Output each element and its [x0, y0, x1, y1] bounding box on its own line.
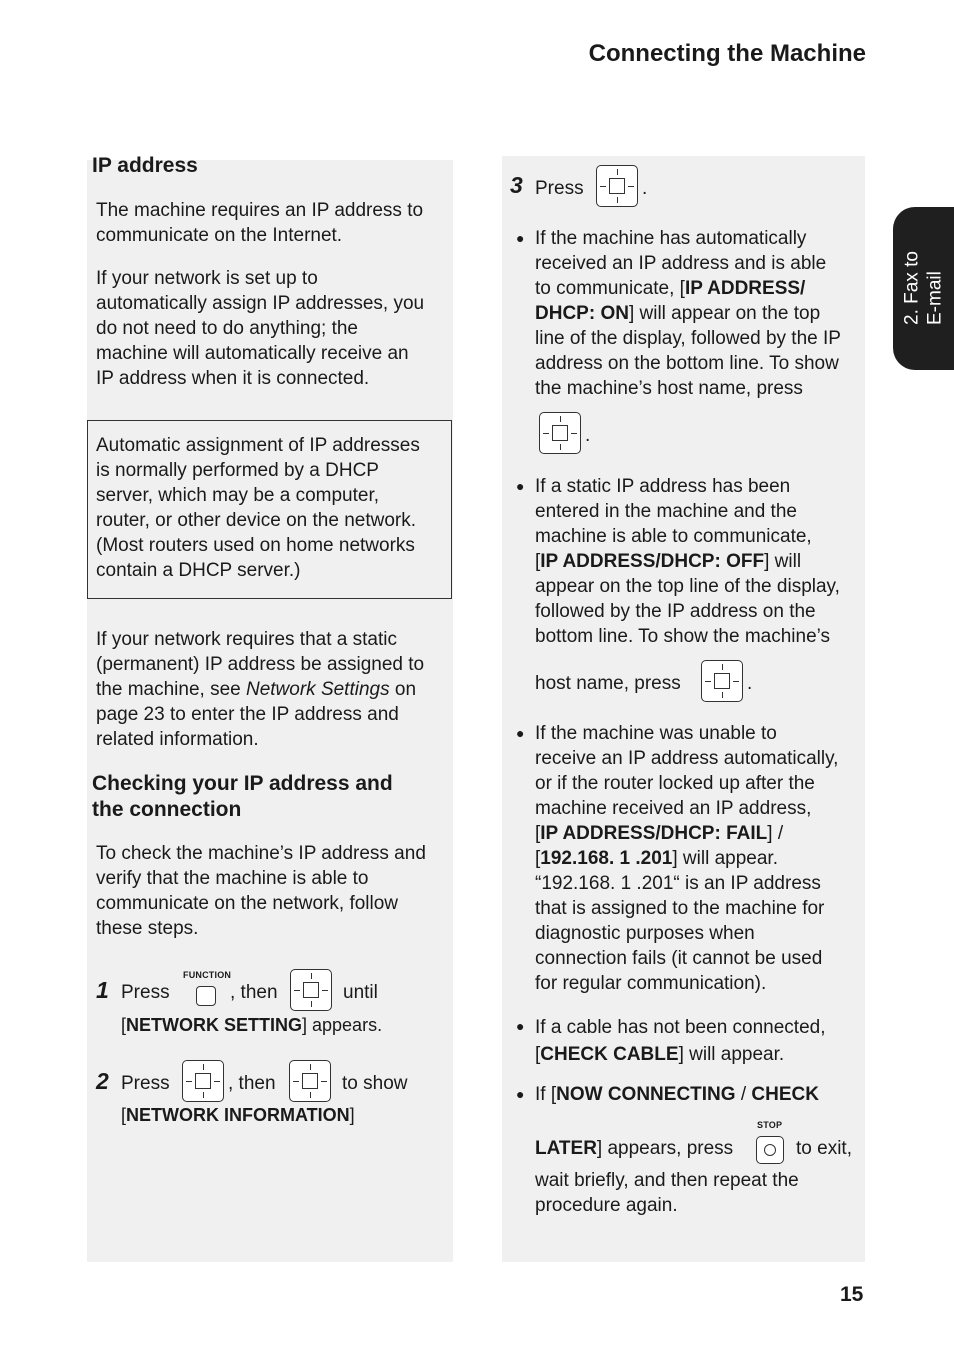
- text-line: connection fails (it cannot be used: [535, 948, 823, 969]
- step-2-press: Press: [121, 1073, 170, 1094]
- text-span: to communicate, [: [535, 278, 685, 299]
- arrow-key-icon: [182, 1060, 224, 1102]
- text-line: related information.: [96, 729, 259, 750]
- text-line: followed by the IP address on the: [535, 601, 816, 622]
- display-message: 192.168. 1 .201: [540, 848, 673, 869]
- bullet-icon: ●: [516, 478, 525, 494]
- display-message: NOW CONNECTING: [556, 1084, 736, 1105]
- text-line: (permanent) IP address be assigned to: [96, 654, 425, 675]
- text-line: machine is able to communicate,: [535, 526, 812, 547]
- text-span: on: [389, 679, 417, 700]
- step-2-result: [121, 1103, 355, 1128]
- intro-paragraph: [96, 198, 452, 248]
- text-line: contain a DHCP server.): [96, 560, 301, 581]
- display-message: NETWORK SETTING: [126, 1015, 303, 1035]
- now-connecting-line2b: to exit,: [796, 1138, 852, 1159]
- step-1-press: Press: [121, 982, 170, 1003]
- text-span: /: [735, 1084, 752, 1105]
- text-line: (Most routers used on home networks: [96, 535, 415, 556]
- step-2-to-show: to show: [342, 1073, 408, 1094]
- stop-key-caption: STOP: [757, 1120, 783, 1130]
- step-2-then: , then: [228, 1073, 276, 1094]
- text-line: verify that the machine is able to: [96, 868, 369, 889]
- text-line: communicate on the network, follow: [96, 893, 399, 914]
- function-key-icon: [196, 986, 216, 1006]
- checking-heading: [92, 771, 393, 823]
- bullet-icon: ●: [516, 230, 525, 246]
- step-1-then: , then: [230, 982, 278, 1003]
- text-line: the machine’s host name, press: [535, 378, 803, 399]
- arrow-key-icon: [539, 412, 581, 454]
- text-line: machine will automatically receive an: [96, 343, 409, 364]
- text-line: The machine requires an IP address to: [96, 200, 424, 221]
- text-line: To check the machine’s IP address and: [96, 843, 426, 864]
- text-line: line of the display, followed by the IP: [535, 328, 841, 349]
- text-span: ] will appear.: [672, 848, 778, 869]
- bullet-2-dot: .: [747, 673, 753, 694]
- page-number: 15: [840, 1283, 864, 1306]
- display-message: IP ADDRESS/DHCP: OFF: [540, 551, 765, 572]
- step-3-press: Press: [535, 178, 584, 199]
- text-line: router, or other device on the network.: [96, 510, 417, 531]
- chapter-tab-line1: 2. Fax to: [901, 251, 923, 326]
- text-line: wait briefly, and then repeat the: [535, 1170, 799, 1191]
- text-line: do not need to do anything; the: [96, 318, 358, 339]
- auto-assign-paragraph: [96, 266, 452, 391]
- text-line: page 23 to enter the IP address and: [96, 704, 399, 725]
- ip-address-heading: IP address: [92, 154, 198, 177]
- network-settings-link[interactable]: Network Settings: [245, 679, 390, 700]
- display-message: NETWORK INFORMATION: [126, 1105, 350, 1125]
- text-line: address on the bottom line. To show: [535, 353, 839, 374]
- display-message: CHECK CABLE: [540, 1044, 679, 1065]
- display-message: IP ADDRESS/DHCP: FAIL: [540, 823, 768, 844]
- display-message: LATER: [535, 1138, 597, 1159]
- arrow-key-icon: [290, 969, 332, 1011]
- arrow-key-icon: [701, 660, 743, 702]
- check-cable-bullet: [535, 1014, 860, 1068]
- text-span: ] appears, press: [596, 1138, 734, 1159]
- step-1-number: 1: [96, 977, 109, 1003]
- dhcp-fail-bullet: [535, 721, 860, 996]
- function-key-caption: FUNCTION: [183, 970, 232, 980]
- text-line: [96, 677, 452, 702]
- text-line: communicate on the Internet.: [96, 225, 343, 246]
- text-line: procedure again.: [535, 1195, 678, 1216]
- text-line: If the machine has automatically: [535, 228, 807, 249]
- text-line: receive an IP address automatically,: [535, 748, 839, 769]
- text-line: “192.168. 1 .201“ is an IP address: [535, 873, 821, 894]
- chapter-tab[interactable]: [893, 207, 954, 370]
- dhcp-off-bullet: [535, 474, 860, 649]
- text-line: automatically assign IP addresses, you: [96, 293, 425, 314]
- dhcp-note-text: [96, 433, 448, 583]
- text-line: that is assigned to the machine for: [535, 898, 825, 919]
- bullet-icon: ●: [516, 725, 525, 741]
- text-span: the machine, see: [96, 679, 246, 700]
- text-line: server, which may be a computer,: [96, 485, 380, 506]
- text-span: ] will appear on the top: [628, 303, 821, 324]
- now-connecting-rest: [535, 1168, 860, 1218]
- chapter-tab-line2: E-mail: [924, 271, 946, 326]
- text-span: ] /: [767, 823, 784, 844]
- display-message: CHECK: [751, 1084, 819, 1105]
- bullet-icon: ●: [516, 1018, 525, 1034]
- bullet-2-host-name: host name, press: [535, 673, 681, 694]
- text-span: If [: [535, 1084, 557, 1105]
- text-span: ] will appear.: [678, 1044, 785, 1065]
- dhcp-on-bullet: [535, 226, 860, 401]
- text-line: or if the router locked up after the: [535, 773, 815, 794]
- text-line: If the machine was unable to: [535, 723, 777, 744]
- text-line: [535, 1041, 860, 1068]
- text-line: If your network requires that a static: [96, 629, 397, 650]
- text-line: bottom line. To show the machine’s: [535, 626, 831, 647]
- text-line: Checking your IP address and: [92, 772, 393, 795]
- text-line: [535, 549, 860, 574]
- text-span: [: [535, 1044, 541, 1065]
- now-connecting-line1: [535, 1082, 819, 1107]
- text-line: received an IP address and is able: [535, 253, 827, 274]
- check-steps-intro: [96, 841, 452, 941]
- arrow-key-icon: [289, 1060, 331, 1102]
- step-3-dot: .: [642, 178, 648, 199]
- text-line: [535, 821, 860, 846]
- text-line: the connection: [92, 798, 242, 821]
- text-span: [: [535, 848, 541, 869]
- step-1-until: until: [343, 982, 378, 1003]
- text-line: is normally performed by a DHCP: [96, 460, 379, 481]
- text-line: If your network is set up to: [96, 268, 318, 289]
- text-line: Automatic assignment of IP addresses: [96, 435, 420, 456]
- text-span: ] will: [764, 551, 802, 572]
- bullet-icon: ●: [516, 1086, 525, 1102]
- text-span: ]: [349, 1105, 355, 1125]
- text-span: [: [535, 823, 541, 844]
- stop-key-icon: [756, 1136, 784, 1164]
- text-line: If a static IP address has been: [535, 476, 791, 497]
- static-ip-paragraph: [96, 627, 452, 752]
- text-span: [: [121, 1015, 127, 1035]
- page-header-title: Connecting the Machine: [588, 40, 866, 67]
- text-line: [535, 301, 860, 326]
- text-line: diagnostic purposes when: [535, 923, 755, 944]
- text-line: appear on the top line of the display,: [535, 576, 840, 597]
- text-line: IP address when it is connected.: [96, 368, 370, 389]
- step-3-number: 3: [510, 172, 523, 198]
- bullet-1-dot: .: [585, 425, 591, 446]
- text-line: If a cable has not been connected,: [535, 1017, 826, 1038]
- step-1-result: [121, 1013, 382, 1038]
- now-connecting-line2a: [535, 1136, 733, 1161]
- text-line: [535, 276, 860, 301]
- text-span: [: [121, 1105, 127, 1125]
- chapter-tab-label: [893, 207, 954, 370]
- text-line: for regular communication).: [535, 973, 767, 994]
- text-span: [: [535, 551, 541, 572]
- text-line: [535, 846, 860, 871]
- display-message: IP ADDRESS/: [684, 278, 806, 299]
- display-message: DHCP: ON: [535, 303, 629, 324]
- text-line: these steps.: [96, 918, 199, 939]
- text-line: machine received an IP address,: [535, 798, 812, 819]
- text-span: ] appears.: [302, 1015, 383, 1035]
- text-line: entered in the machine and the: [535, 501, 797, 522]
- arrow-key-icon: [596, 165, 638, 207]
- step-2-number: 2: [96, 1068, 109, 1094]
